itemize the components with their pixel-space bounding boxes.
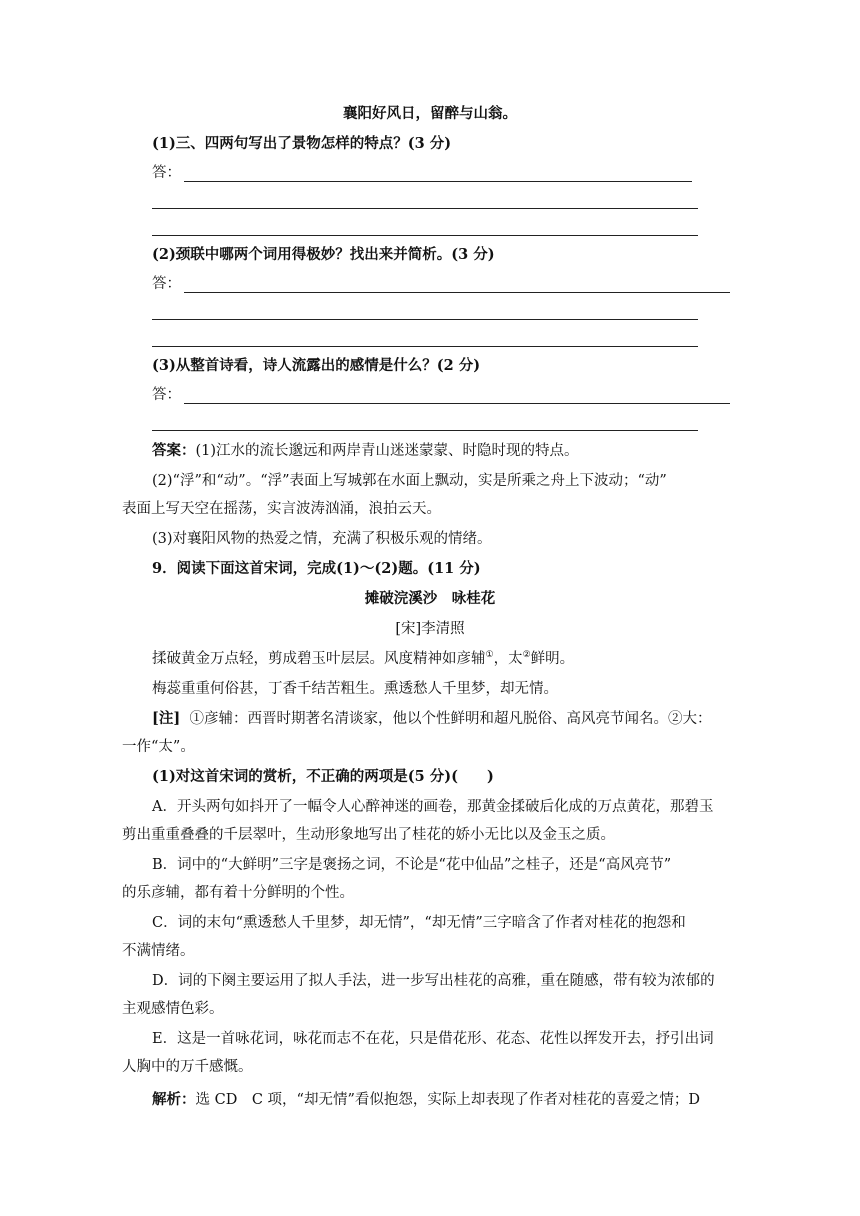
answer-2-line-1: (2)“浮”和“动”。“浮”表面上写城郭在水面上飘动，实是所乘之舟上下波动；“动” — [152, 473, 667, 489]
option-c-line-1: C．词的末句“熏透愁人千里梦，却无情”，“却无情”三字暗含了作者对桂花的抱怨和 — [152, 915, 686, 931]
analysis-label: 解析： — [152, 1091, 196, 1108]
answer-line[interactable] — [152, 319, 698, 320]
option-e-line-2: 人胸中的万千感慨。 — [122, 1059, 253, 1075]
poem-line-2: 梅蕊重重何俗甚，丁香千结苦粗生。熏透愁人千里梦，却无情。 — [152, 681, 558, 697]
answer-line[interactable] — [152, 346, 698, 347]
option-a-line-1: A．开头两句如抖开了一幅令人心醉神迷的画卷，那黄金揉破后化成的万点黄花，那碧玉 — [152, 799, 714, 815]
question-1: (1)三、四两句写出了景物怎样的特点？(3 分) — [152, 135, 452, 152]
question-2: (2)颈联中哪两个词用得极妙？找出来并简析。(3 分) — [152, 246, 495, 263]
poem-author: [宋]李清照 — [395, 621, 465, 637]
footnote-marker-1: ① — [485, 650, 494, 661]
answer-label-2: 答： — [152, 276, 181, 292]
option-d-line-1: D．词的下阕主要运用了拟人手法，进一步写出桂花的高雅，重在随感，带有较为浓郁的 — [152, 973, 715, 989]
question-9-intro: 9．阅读下面这首宋词，完成(1)～(2)题。(11 分) — [152, 560, 481, 577]
answer-label-3: 答： — [152, 387, 181, 403]
option-e-line-1: E．这是一首咏花词，咏花而志不在花，只是借花形、花态、花性以挥发开去，抒引出词 — [152, 1031, 714, 1047]
answer-3: (3)对襄阳风物的热爱之情，充满了积极乐观的情绪。 — [152, 531, 492, 547]
answer-line[interactable] — [152, 235, 698, 236]
note-line-2: 一作“太”。 — [122, 739, 195, 755]
answer-line[interactable] — [184, 292, 730, 293]
answer-label-1: 答： — [152, 165, 181, 181]
sub-question-1: (1)对这首宋词的赏析，不正确的两项是(5 分)( ) — [152, 768, 494, 785]
note-line-1 — [152, 709, 711, 729]
option-a-line-2: 剪出重重叠叠的千层翠叶，生动形象地写出了桂花的娇小无比以及金玉之质。 — [122, 827, 615, 843]
answer-line[interactable] — [152, 430, 698, 431]
poem-closing-line: 襄阳好风日，留醉与山翁。 — [343, 105, 517, 122]
option-b-line-2: 的乐彦辅，都有着十分鲜明的个性。 — [122, 885, 354, 901]
answer-1-text: (1)江水的流长邈远和两岸青山迷迷蒙蒙、时隐时现的特点。 — [195, 443, 579, 459]
answer-line[interactable] — [152, 208, 698, 209]
poem-line-1-part-c: 鲜明。 — [530, 651, 575, 667]
poem-title: 摊破浣溪沙 咏桂花 — [364, 590, 496, 607]
footnote-marker-2: ② — [522, 650, 531, 661]
option-b-line-1: B．词中的“大鲜明”三字是褒扬之词，不论是“花中仙品”之桂子，还是“高风亮节” — [152, 857, 672, 873]
answer-2-line-2: 表面上写天空在摇荡，实言波涛汹涌，浪拍云天。 — [122, 501, 441, 517]
answer-line[interactable] — [184, 181, 692, 182]
answer-heading: 答案： — [152, 442, 196, 459]
poem-line-1-part-a: 揉破黄金万点轻，剪成碧玉叶层层。风度精神如彦辅 — [152, 651, 486, 667]
analysis — [152, 1090, 700, 1110]
analysis-text: 选 CD C 项，“却无情”看似抱怨，实际上却表现了作者对桂花的喜爱之情；D — [195, 1092, 700, 1108]
answer-line[interactable] — [184, 403, 730, 404]
option-d-line-2: 主观感情色彩。 — [122, 1001, 224, 1017]
question-3: (3)从整首诗看，诗人流露出的感情是什么？(2 分) — [152, 357, 481, 374]
note-label: [注] — [152, 710, 181, 727]
poem-line-1 — [152, 649, 574, 669]
note-text: ①彦辅：西晋时期著名清谈家，他以个性鲜明和超凡脱俗、高风亮节闻名。②大： — [189, 711, 712, 727]
answer-1 — [152, 441, 579, 461]
option-c-line-2: 不满情绪。 — [122, 943, 195, 959]
poem-line-1-part-b: ，太 — [493, 651, 523, 667]
